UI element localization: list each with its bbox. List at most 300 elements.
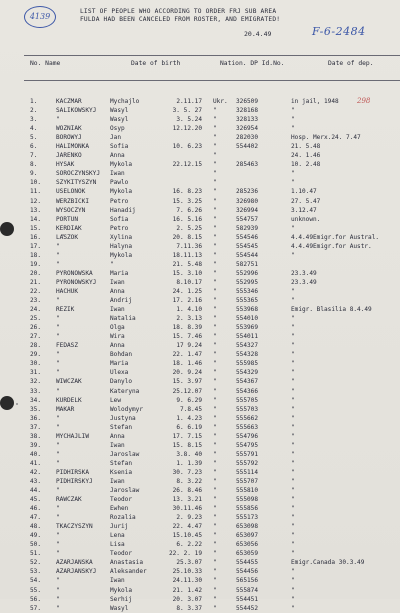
dp-id-number: 555663 <box>236 423 259 431</box>
departure-remark: " <box>291 568 295 576</box>
row-number: 1. <box>30 98 38 105</box>
date-of-birth: 2. 9.23 <box>176 514 202 522</box>
dp-id-number: 554328 <box>236 351 259 359</box>
surname: " <box>56 360 60 368</box>
row-number: 52. <box>30 559 42 567</box>
table-row <box>0 287 400 296</box>
first-name: Sofia <box>110 143 129 151</box>
surname: " <box>56 532 60 540</box>
table-row <box>0 305 400 314</box>
surname: " <box>56 459 60 467</box>
row-number: 51. <box>30 550 42 558</box>
surname: " <box>56 260 60 268</box>
departure-remark: Hosp. Merx.24. 7.47 <box>291 134 361 142</box>
nationality: " <box>213 206 217 214</box>
table-row <box>0 124 400 133</box>
table-row <box>0 350 400 359</box>
nationality: " <box>213 342 217 350</box>
header-date-dep: Date of dep. <box>328 60 374 67</box>
date-of-birth: 8. 3.37 <box>176 604 202 612</box>
dp-id-number: 554545 <box>236 242 259 250</box>
date-of-birth: 15. 3.10 <box>172 269 202 277</box>
dp-id-number: 582751 <box>236 260 259 268</box>
nationality: " <box>213 550 217 558</box>
surname: PORTUN <box>56 215 79 223</box>
row-number: 2. <box>30 107 38 115</box>
date-of-birth: 15. 3.97 <box>172 378 202 386</box>
table-row <box>0 576 400 585</box>
dp-id-number: 326509 <box>236 98 259 105</box>
departure-remark: " <box>291 387 295 395</box>
nationality: " <box>213 233 217 241</box>
nationality: " <box>213 269 217 277</box>
dp-id-number: 554795 <box>236 441 259 449</box>
table-row <box>0 540 400 549</box>
nationality: " <box>213 523 217 531</box>
surname: MYCHAJLIW <box>56 432 90 440</box>
dp-id-number: 554451 <box>236 595 259 603</box>
dp-id-number: 282030 <box>236 134 259 142</box>
dp-id-number: 582939 <box>236 224 259 232</box>
row-number: 39. <box>30 441 42 449</box>
first-name: Stefan <box>110 459 133 467</box>
first-name: Pawlo <box>110 179 129 187</box>
surname: " <box>56 333 60 341</box>
departure-remark: " <box>291 577 295 585</box>
table-row <box>0 368 400 377</box>
nationality: " <box>213 333 217 341</box>
dp-id-number: 554011 <box>236 333 259 341</box>
date-of-birth: 18. 1.46 <box>172 360 202 368</box>
first-name: Maria <box>110 360 129 368</box>
date-of-birth: 22. 2. 19 <box>168 550 202 558</box>
surname: TKACZYSZYN <box>56 523 93 531</box>
surname: " <box>56 369 60 377</box>
date-of-birth: 21. 5.48 <box>172 260 202 268</box>
nationality: " <box>213 487 217 495</box>
date-of-birth: 16. 5.16 <box>172 215 202 223</box>
departure-remark: " <box>291 351 295 359</box>
dp-id-number: 553968 <box>236 306 259 314</box>
first-name: Ewhen <box>110 505 129 513</box>
first-name: Anastasia <box>110 559 144 567</box>
departure-remark: " <box>291 604 295 612</box>
dp-id-number: 554456 <box>236 568 259 576</box>
date-of-birth: 17 9.24 <box>176 342 202 350</box>
row-number: 23. <box>30 297 42 305</box>
nationality: " <box>213 378 217 386</box>
date-of-birth: 2.11.17 <box>176 98 202 105</box>
row-number: 47. <box>30 514 42 522</box>
departure-remark: " <box>291 505 295 513</box>
date-of-birth: 17. 2.16 <box>172 297 202 305</box>
table-row <box>0 459 400 468</box>
table-row <box>0 531 400 540</box>
dp-id-number: 653097 <box>236 532 259 540</box>
date-of-birth: 2. 5.25 <box>176 224 202 232</box>
row-number: 37. <box>30 423 42 431</box>
first-name: Maria <box>110 269 129 277</box>
departure-remark: 23.3.49 <box>291 278 317 286</box>
date-of-birth: 21. 1.42 <box>172 586 202 594</box>
first-name: Teodor <box>110 550 133 558</box>
table-row <box>0 414 400 423</box>
departure-remark: " <box>291 179 295 187</box>
nationality: " <box>213 125 217 133</box>
dp-id-number: 554367 <box>236 378 259 386</box>
document-title <box>80 8 380 24</box>
date-of-birth: 13. 3.21 <box>172 496 202 504</box>
row-number: 20. <box>30 269 42 277</box>
nationality: " <box>213 514 217 522</box>
row-number: 40. <box>30 450 42 458</box>
surname: " <box>56 505 60 513</box>
nationality: " <box>213 369 217 377</box>
date-of-birth: 15. 7.46 <box>172 333 202 341</box>
nationality: " <box>213 315 217 323</box>
first-name: Petro <box>110 224 129 232</box>
table-row <box>0 187 400 196</box>
surname: " <box>56 586 60 594</box>
nationality: " <box>213 188 217 196</box>
date-of-birth: 7.8.45 <box>179 405 202 413</box>
departure-remark: " <box>291 315 295 323</box>
nationality: " <box>213 287 217 295</box>
dp-id-number: 554757 <box>236 215 259 223</box>
departure-remark: " <box>291 441 295 449</box>
dp-id-number: 653056 <box>236 541 259 549</box>
table-row <box>0 115 400 124</box>
row-number: 29. <box>30 351 42 359</box>
nationality: " <box>213 459 217 467</box>
surname: WYSOCZYN <box>56 206 86 214</box>
dp-id-number: 554366 <box>236 387 259 395</box>
row-number: 30. <box>30 360 42 368</box>
table-row <box>0 595 400 604</box>
first-name: Iwan <box>110 278 125 286</box>
row-number: 4. <box>30 125 38 133</box>
date-of-birth: 24.11.30 <box>172 577 202 585</box>
dp-id-number: 555791 <box>236 450 259 458</box>
date-of-birth: 6. 2.22 <box>176 541 202 549</box>
row-number: 22. <box>30 287 42 295</box>
table-row <box>0 269 400 278</box>
table-row <box>0 468 400 477</box>
first-name: Serhij <box>110 595 133 603</box>
title-line-1: LIST OF PEOPLE WHO ACCORDING TO ORDER FRJ SUB AREA <box>80 8 277 15</box>
departure-remark: " <box>291 224 295 232</box>
departure-remark: " <box>291 405 295 413</box>
nationality: " <box>213 441 217 449</box>
date-of-birth: 26. 8.46 <box>172 487 202 495</box>
nationality: " <box>213 360 217 368</box>
nationality: " <box>213 297 217 305</box>
first-name: " <box>110 260 114 268</box>
date-of-birth: 25.3.07 <box>176 559 202 567</box>
table-row <box>0 387 400 396</box>
departure-remark: " <box>291 107 295 115</box>
date-of-birth: 10. 6.23 <box>172 143 202 151</box>
row-number: 55. <box>30 586 42 594</box>
surname: " <box>56 595 60 603</box>
first-name: Kateryna <box>110 387 140 395</box>
surname: " <box>56 315 60 323</box>
dp-id-number: 653098 <box>236 523 259 531</box>
table-row <box>0 142 400 151</box>
row-number: 18. <box>30 251 42 259</box>
date-of-birth: 22. 4.47 <box>172 523 202 531</box>
row-number: 33. <box>30 387 42 395</box>
row-number: 31. <box>30 369 42 377</box>
dp-id-number: 555856 <box>236 505 259 513</box>
first-name: Iwan <box>110 477 125 485</box>
date-of-birth: 7. 6.26 <box>176 206 202 214</box>
dp-id-number: 326980 <box>236 197 259 205</box>
first-name: Xylina <box>110 233 133 241</box>
row-number: 6. <box>30 143 38 151</box>
table-row <box>0 133 400 142</box>
table-row <box>0 604 400 613</box>
table-row <box>0 423 400 432</box>
row-number: 26. <box>30 324 42 332</box>
dp-id-number: 554796 <box>236 432 259 440</box>
surname: WERZBICKI <box>56 197 90 205</box>
date-of-birth: 3.8. 40 <box>176 450 202 458</box>
departure-remark: " <box>291 360 295 368</box>
dp-id-number: 553969 <box>236 324 259 332</box>
departure-remark: " <box>291 116 295 124</box>
departure-remark: 27. 5.47 <box>291 197 321 205</box>
first-name: Ksenia <box>110 468 133 476</box>
table-row <box>0 314 400 323</box>
departure-remark: " <box>291 414 295 422</box>
date-of-birth: 8. 3.22 <box>176 477 202 485</box>
first-name: Stefan <box>110 423 133 431</box>
row-number: 8. <box>30 161 38 169</box>
dp-id-number: 554455 <box>236 559 259 567</box>
dp-id-number: 555792 <box>236 459 259 467</box>
departure-remark: " <box>291 125 295 133</box>
table-row <box>0 450 400 459</box>
surname: BOROWYJ <box>56 134 82 142</box>
dp-id-number: 552996 <box>236 269 259 277</box>
surname: HALIMONKA <box>56 143 90 151</box>
nationality: " <box>213 324 217 332</box>
first-name: Teodor <box>110 496 133 504</box>
row-number: 19. <box>30 260 42 268</box>
first-name: Mykola <box>110 251 133 259</box>
departure-remark: in jail, 1948 <box>291 98 339 105</box>
first-name: Sofia <box>110 215 129 223</box>
row-number: 54. <box>30 577 42 585</box>
first-name: Lisa <box>110 541 125 549</box>
departure-remark: Emigr.Canada 30.3.49 <box>291 559 365 567</box>
nationality: " <box>213 396 217 404</box>
row-number: 7. <box>30 152 38 160</box>
date-of-birth: 25.10.33 <box>172 568 202 576</box>
roster-list <box>0 97 400 613</box>
departure-remark: " <box>291 459 295 467</box>
first-name: Rozalia <box>110 514 136 522</box>
departure-remark: 21. 5.48 <box>291 143 321 151</box>
nationality: Ukr. <box>213 98 228 105</box>
departure-remark: " <box>291 595 295 603</box>
surname: USELONOK <box>56 188 86 196</box>
departure-remark: " <box>291 541 295 549</box>
row-number: 44. <box>30 487 42 495</box>
first-name: Wasyl <box>110 116 129 124</box>
dp-id-number: 554329 <box>236 369 259 377</box>
surname: PYRONOWSKYJ <box>56 278 97 286</box>
table-row <box>0 151 400 160</box>
table-row <box>0 359 400 368</box>
first-name: Wasyl <box>110 604 129 612</box>
row-number: 35. <box>30 405 42 413</box>
nationality: " <box>213 152 217 160</box>
table-row <box>0 233 400 242</box>
row-number: 42. <box>30 468 42 476</box>
nationality: " <box>213 260 217 268</box>
surname: AZARJANSKA <box>56 559 93 567</box>
nationality: " <box>213 242 217 250</box>
first-name: Mykola <box>110 188 133 196</box>
table-row <box>0 377 400 386</box>
nationality: " <box>213 577 217 585</box>
date-of-birth: 15.10.45 <box>172 532 202 540</box>
archive-stamp: 4139 <box>24 6 56 28</box>
dp-id-number: 653059 <box>236 550 259 558</box>
first-name: Halyna <box>110 242 133 250</box>
dp-id-number: 555662 <box>236 414 259 422</box>
table-row <box>0 405 400 414</box>
surname: " <box>56 387 60 395</box>
date-of-birth: 25.12.07 <box>172 387 202 395</box>
surname: " <box>56 577 60 585</box>
surname: KACZMAR <box>56 98 82 105</box>
first-name: Lew <box>110 396 122 404</box>
nationality: " <box>213 477 217 485</box>
row-number: 45. <box>30 496 42 504</box>
first-name: Mykola <box>110 161 133 169</box>
first-name: Iwan <box>110 441 125 449</box>
date-of-birth: 20. 9.24 <box>172 369 202 377</box>
nationality: " <box>213 505 217 513</box>
date-of-birth: 20. 3.07 <box>172 595 202 603</box>
first-name: Iwan <box>110 577 125 585</box>
row-number: 34. <box>30 396 42 404</box>
first-name: Iwan <box>110 170 125 178</box>
nationality: " <box>213 251 217 259</box>
surname: AZARJANSKYJ <box>56 568 97 576</box>
table-row <box>0 97 400 106</box>
nationality: " <box>213 161 217 169</box>
dp-id-number: 555707 <box>236 477 259 485</box>
nationality: " <box>213 595 217 603</box>
date-of-birth: 15. 3.25 <box>172 197 202 205</box>
row-number: 11. <box>30 188 42 196</box>
dp-id-number: 554452 <box>236 604 259 612</box>
nationality: " <box>213 414 217 422</box>
first-name: Hanadij <box>110 206 136 214</box>
row-number: 32. <box>30 378 42 386</box>
nationality: " <box>213 306 217 314</box>
dp-id-number: 555705 <box>236 396 259 404</box>
table-row <box>0 432 400 441</box>
dp-id-number: 554327 <box>236 342 259 350</box>
surname: KURDELK <box>56 396 82 404</box>
nationality: " <box>213 541 217 549</box>
first-name: Lena <box>110 532 125 540</box>
first-name: Anna <box>110 342 125 350</box>
date-of-birth: 18. 8.39 <box>172 324 202 332</box>
document-date: 20.4.49 <box>244 30 272 38</box>
table-row <box>0 341 400 350</box>
nationality: " <box>213 604 217 612</box>
departure-remark: " <box>291 487 295 495</box>
departure-remark: " <box>291 432 295 440</box>
dp-id-number: 555810 <box>236 487 259 495</box>
table-row <box>0 332 400 341</box>
table-row <box>0 586 400 595</box>
first-name: Jurij <box>110 523 129 531</box>
first-name: Anna <box>110 432 125 440</box>
row-number: 27. <box>30 333 42 341</box>
first-name: Jaroslaw <box>110 487 140 495</box>
departure-remark: 4.4.49Emigr.for Austr. <box>291 242 372 250</box>
dp-id-number: 554544 <box>236 251 259 259</box>
surname: PIDHIRSKA <box>56 468 90 476</box>
departure-remark: " <box>291 496 295 504</box>
table-row <box>0 323 400 332</box>
dp-id-number: 555703 <box>236 405 259 413</box>
nationality: " <box>213 450 217 458</box>
departure-remark: " <box>291 170 295 178</box>
nationality: " <box>213 143 217 151</box>
date-of-birth: 9. 6.29 <box>176 396 202 404</box>
departure-remark: 23.3.49 <box>291 269 317 277</box>
dp-id-number: 555346 <box>236 287 259 295</box>
first-name: Iwan <box>110 306 125 314</box>
nationality: " <box>213 496 217 504</box>
departure-remark: unknown. <box>291 215 321 223</box>
nationality: " <box>213 134 217 142</box>
date-of-birth: 20. 8.15 <box>172 233 202 241</box>
row-number: 28. <box>30 342 42 350</box>
departure-remark: " <box>291 287 295 295</box>
nationality: " <box>213 197 217 205</box>
nationality: " <box>213 432 217 440</box>
surname: PYRONOWSKA <box>56 269 93 277</box>
dp-id-number: 555874 <box>236 586 259 594</box>
header-no-name: No. Name <box>30 60 61 67</box>
dp-id-number: 555098 <box>236 496 259 504</box>
row-number: 10. <box>30 179 42 187</box>
row-number: 43. <box>30 477 42 485</box>
table-row <box>0 504 400 513</box>
row-number: 24. <box>30 306 42 314</box>
table-row <box>0 477 400 486</box>
departure-remark: " <box>291 369 295 377</box>
row-number: 3. <box>30 116 38 124</box>
departure-remark: " <box>291 378 295 386</box>
first-name: Natalia <box>110 315 136 323</box>
first-name: Ulexa <box>110 369 129 377</box>
table-row <box>0 215 400 224</box>
nationality: " <box>213 586 217 594</box>
departure-remark: " <box>291 586 295 594</box>
row-number: 21. <box>30 278 42 286</box>
table-row <box>0 178 400 187</box>
